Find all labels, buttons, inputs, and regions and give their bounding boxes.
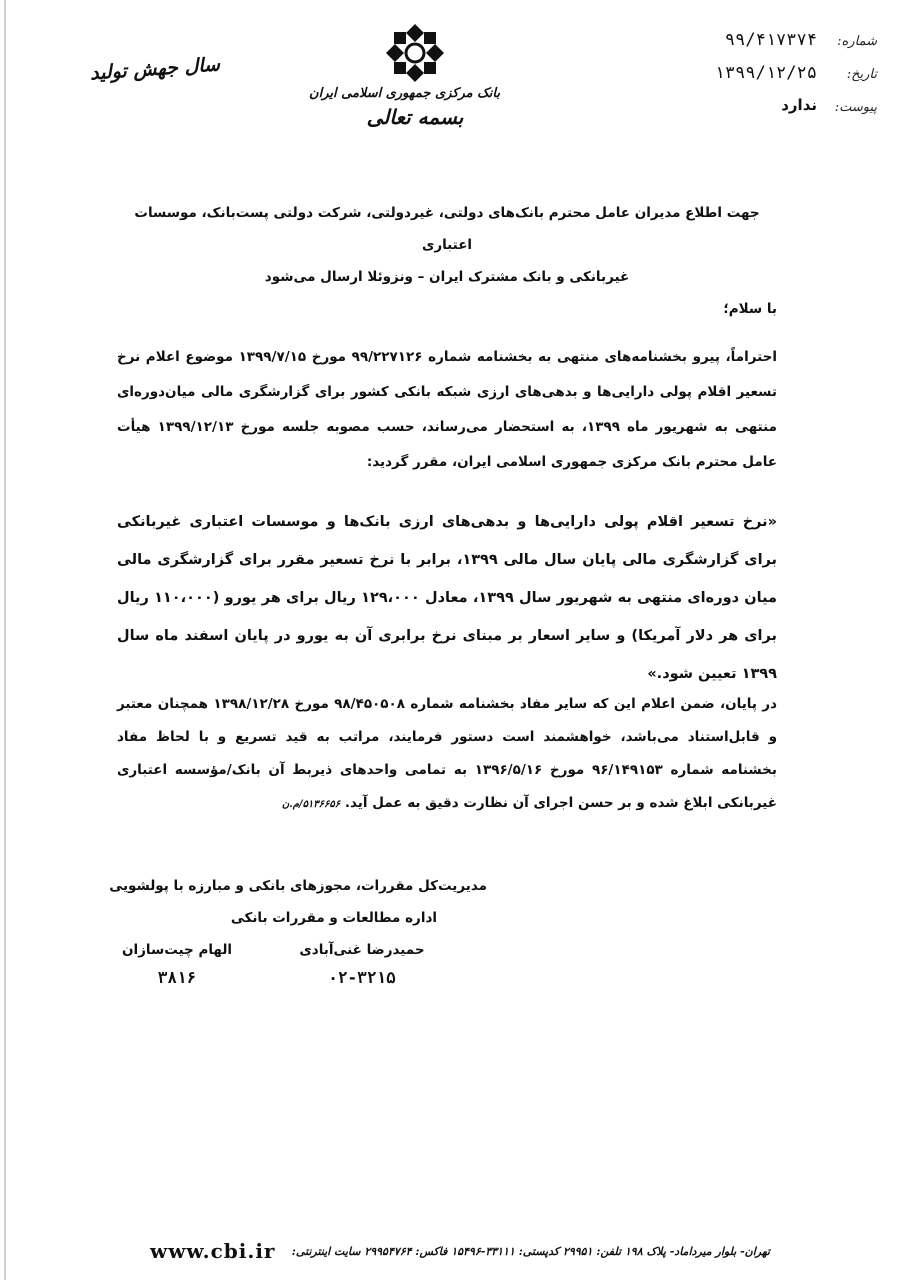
year-slogan: سال جهش تولید [89, 53, 221, 85]
footer-address: تهران- بلوار میرداماد- پلاک ۱۹۸ تلفن: ۲۹۹۵۱ کدپستی: ۳۳۱۱۱-۱۵۴۹۶ فاکس: ۲۹۹۵۴۷۶۴ سایت اینترنتی: [291, 1244, 770, 1258]
date-label: تاریخ: [846, 67, 877, 82]
number-label: شماره: [837, 34, 877, 49]
letter-meta [557, 30, 877, 129]
reference-code: ۵۱۳۶۶۵۶/م.ن [281, 799, 341, 810]
attachment-value: ندارد [781, 96, 817, 114]
signer-1-name: حمیدرضا غنی‌آبادی [299, 942, 425, 958]
signer-2-code: ۳۸۱۶ [157, 968, 197, 987]
number-value: ۹۹/۴۱۷۳۷۴ [724, 30, 817, 50]
decision-quote: «نرخ تسعیر اقلام پولی دارایی‌ها و بدهی‌های ارزی بانک‌ها و موسسات اعتباری غیربانکی برای گزارشگری مالی پایان سال مالی ۱۳۹۹، برابر با نرخ تسعیر مقرر برای گزارشگری مالی میان دوره‌ای منتهی به شهریور سال ۱۳۹۹، معادل ۱۲۹،۰۰۰ ریال برای هر یورو (۱۱۰،۰۰۰ ریال برای هر دلار آمریکا) و سایر اسعار بر مبنای نرخ برابری آن به یورو در پایان اسفند ماه سال ۱۳۹۹ تعیین شود.» [117, 514, 778, 682]
bismillah: بسمه تعالی [366, 105, 464, 129]
bank-name: بانک مرکزی جمهوری اسلامی ایران [309, 86, 500, 101]
department-line-1: مدیریت‌کل مقررات، مجوزهای بانکی و مبارزه با پولشویی [109, 878, 487, 894]
addressee [117, 197, 777, 293]
paragraph-closing [117, 688, 777, 821]
meta-date-row [557, 63, 877, 96]
bank-logo-block [309, 22, 500, 162]
addressee-line-2: غیربانکی و بانک مشترک ایران – ونزوئلا ارسال می‌شود [264, 269, 630, 285]
footer-website[interactable]: www.cbi.ir [150, 1239, 276, 1263]
department-line-2: اداره مطالعات و مقررات بانکی [230, 910, 437, 926]
cbi-emblem-icon [384, 22, 446, 84]
greeting: با سلام؛ [723, 301, 777, 317]
meta-number-row [557, 30, 877, 63]
page-edge [4, 0, 6, 1280]
date-value: ۱۳۹۹/۱۲/۲۵ [714, 63, 817, 83]
paragraph-closing-text: در پایان، ضمن اعلام این که سایر مفاد بخشنامه شماره ۹۸/۴۵۰۵۰۸ مورخ ۱۳۹۸/۱۲/۲۸ همچنان معتبر و قابل‌استناد می‌باشد، خواهشمند است دستور فرمایند، مراتب به قید تسریع و با لحاظ مفاد بخشنامه شماره ۹۶/۱۴۹۱۵۳ مورخ ۱۳۹۶/۵/۱۶ به تمامی واحدهای ذیربط آن بانک/مؤسسه اعتباری غیربانکی ابلاغ شده و بر حسن اجرای آن نظارت دقیق به عمل آید. [117, 696, 777, 811]
paragraph-intro: احتراماً، پیرو بخشنامه‌های منتهی به بخشنامه شماره ۹۹/۲۲۷۱۲۶ مورخ ۱۳۹۹/۷/۱۵ موضوع اعلام نرخ تسعیر اقلام پولی دارایی‌ها و بدهی‌های ارزی شبکه بانکی کشور برای گزارشگری مالی میان‌دوره‌ای منتهی به شهریور ماه ۱۳۹۹، به استحضار می‌رساند، حسب مصوبه جلسه مورخ ۱۳۹۹/۱۲/۱۳ هیأت عامل محترم بانک مرکزی جمهوری اسلامی ایران، مقرر گردید: [117, 349, 778, 470]
attachment-label: پیوست: [834, 100, 877, 115]
addressee-line-1: جهت اطلاع مدیران عامل محترم بانک‌های دولتی، غیردولتی، شرکت دولتی پست‌بانک، موسسات اعتباری [134, 205, 760, 253]
letter-footer [150, 1237, 770, 1265]
signer-2-name: الهام چیت‌سازان [121, 942, 233, 958]
meta-attachment-row [557, 96, 877, 129]
signer-1-code: ۰۲-۳۲۱۵ [328, 968, 396, 987]
